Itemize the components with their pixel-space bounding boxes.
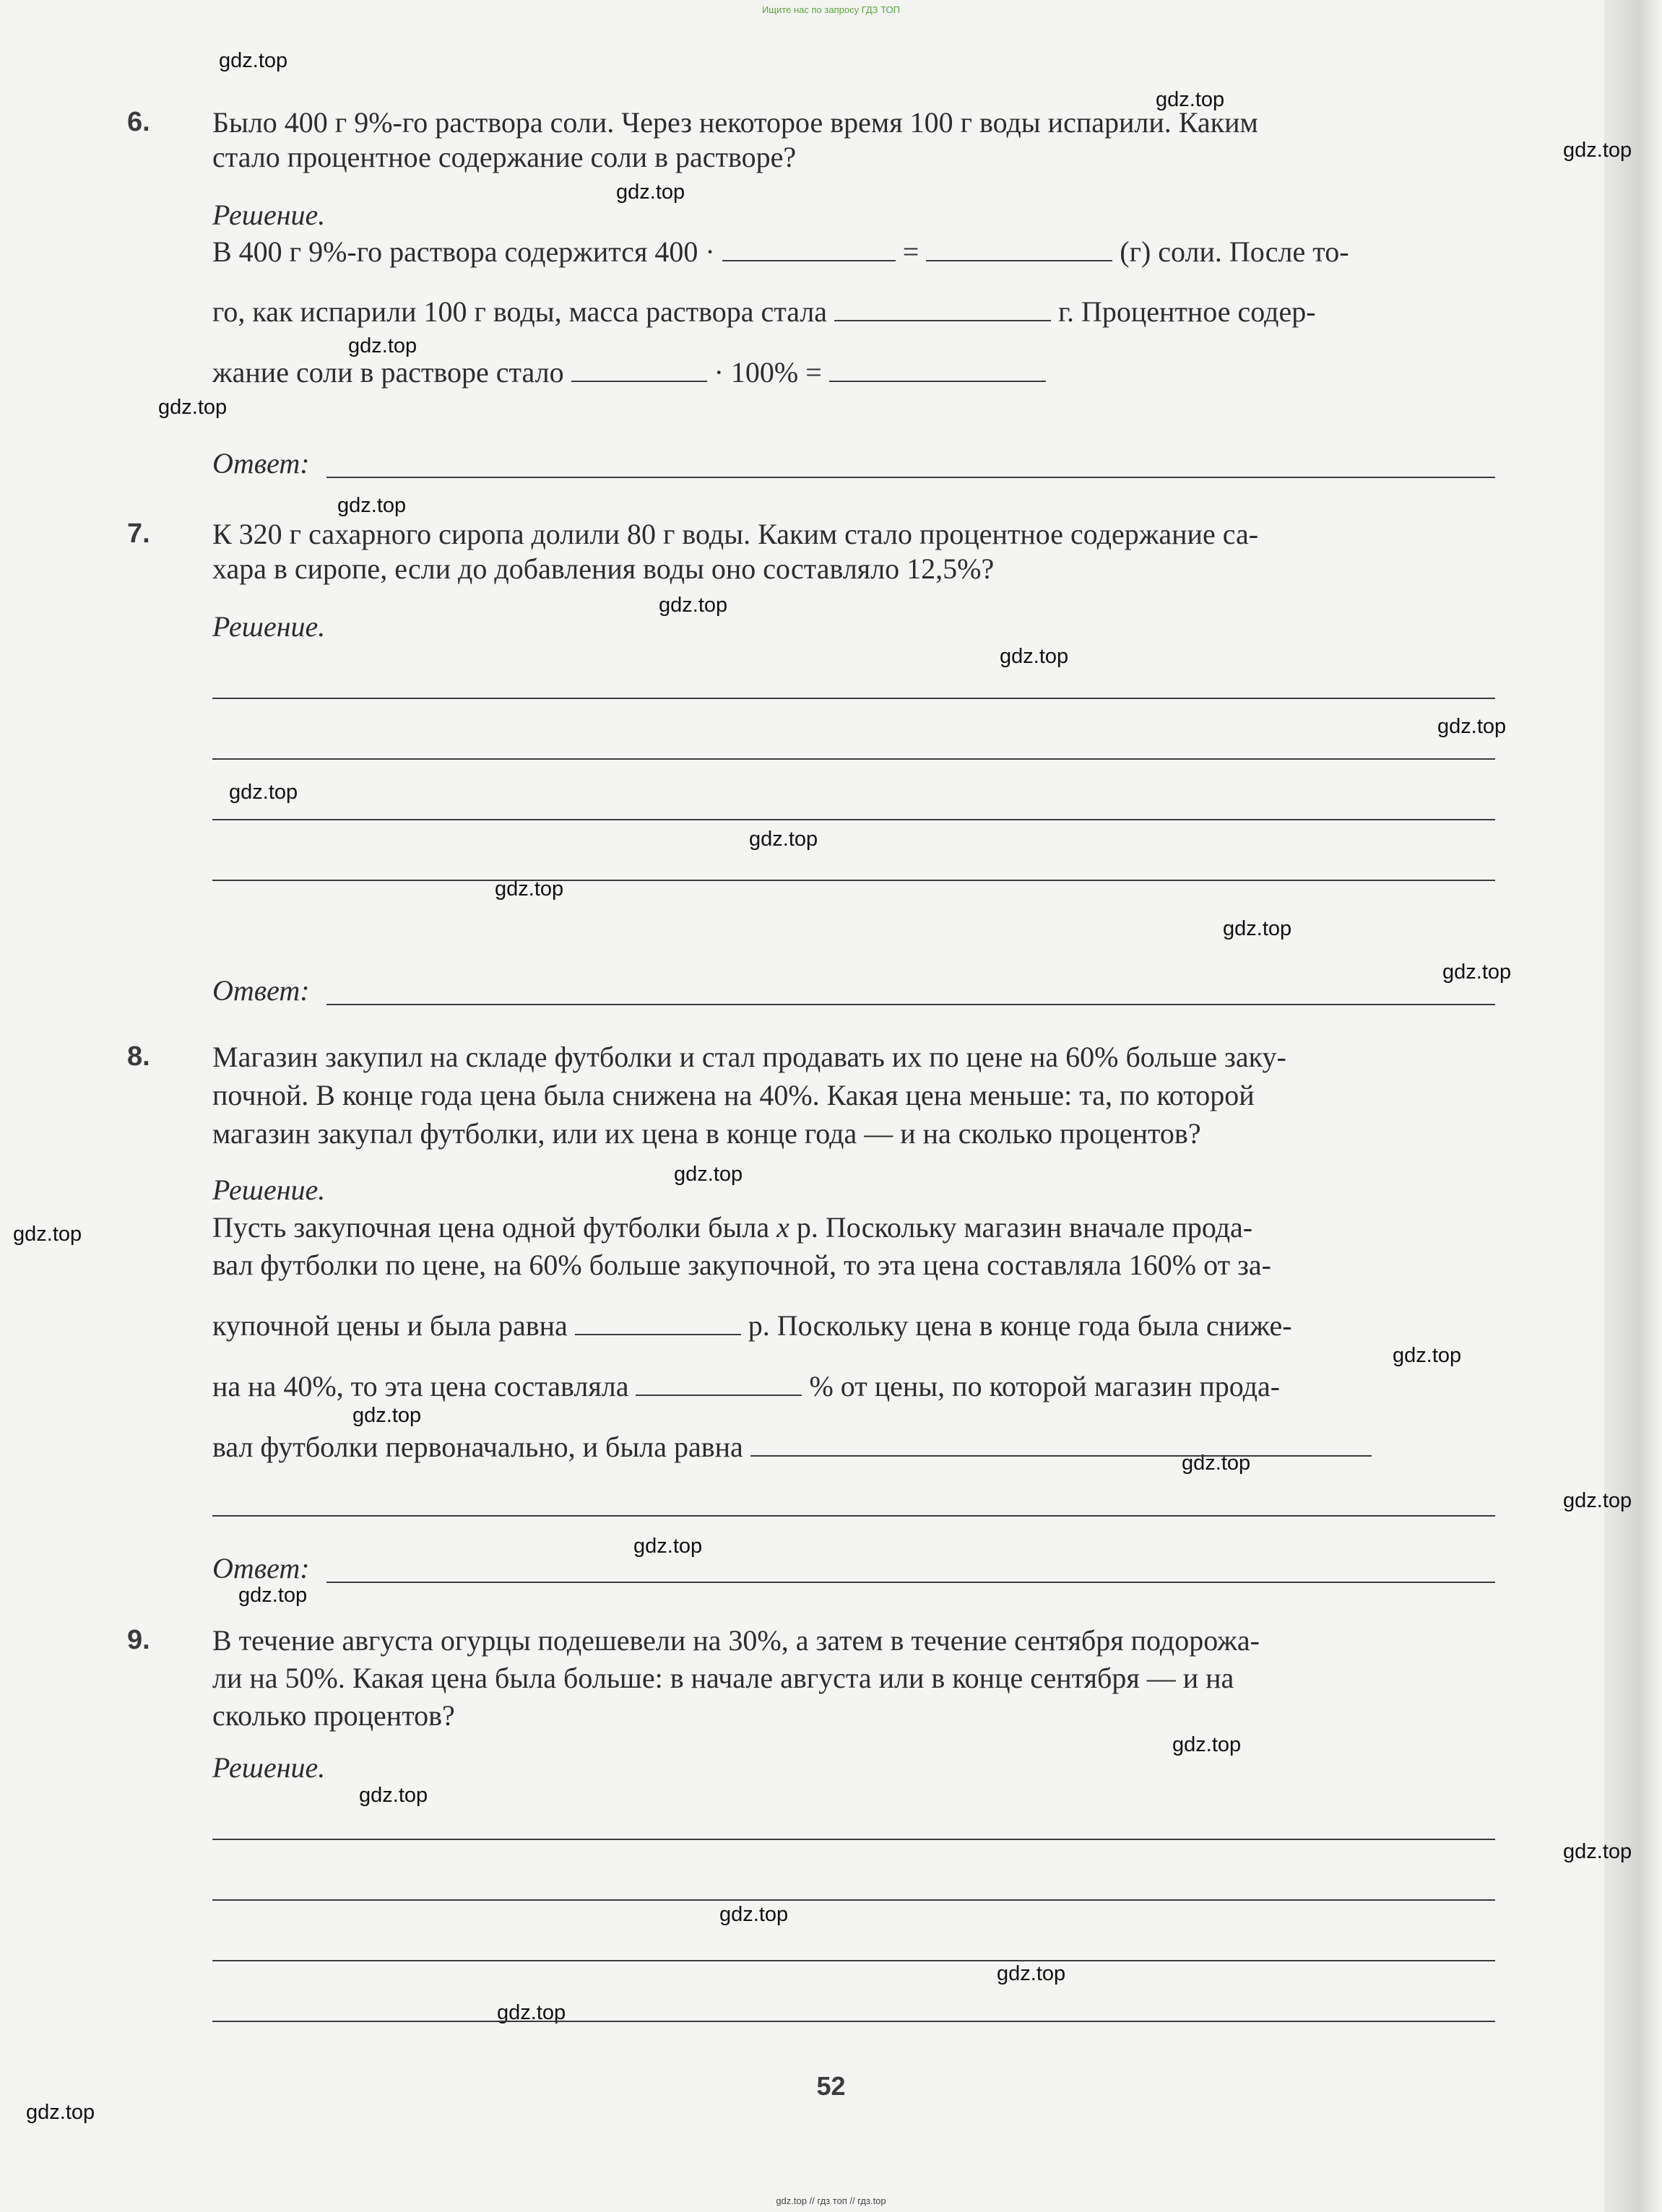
problem-6-number: 6. <box>127 107 150 137</box>
answer-label: Ответ: <box>212 1552 310 1584</box>
fill-blank[interactable] <box>575 1312 741 1335</box>
problem-6-solution-line <box>212 235 1349 269</box>
watermark: gdz.top <box>1563 1840 1632 1863</box>
watermark: gdz.top <box>26 2101 95 2124</box>
solution-text: В 400 г 9%-го раствора содержится 400 · <box>212 235 715 268</box>
watermark: gdz.top <box>1000 645 1069 668</box>
page-binding-shadow <box>1604 0 1662 2212</box>
solution-text: го, как испарили 100 г воды, масса раствора стала <box>212 295 828 328</box>
watermark: gdz.top <box>1442 960 1512 984</box>
watermark: gdz.top <box>674 1163 743 1186</box>
watermark: gdz.top <box>1437 715 1507 738</box>
problem-8-solution-line <box>212 1369 1280 1404</box>
top-note: Ищите нас по запросу ГДЗ ТОП <box>762 4 900 15</box>
watermark: gdz.top <box>229 781 298 804</box>
watermark: gdz.top <box>1172 1733 1242 1756</box>
problem-6-solution-line <box>212 295 1316 329</box>
watermark: gdz.top <box>616 181 685 204</box>
answer-label: Ответ: <box>212 974 310 1007</box>
answer-line[interactable] <box>326 1004 1495 1005</box>
problem-8-solution-line: вал футболки по цене, на 60% больше закупочной, то эта цена составляла 160% от за- <box>212 1249 1271 1281</box>
solution-text: жание соли в растворе стало <box>212 356 564 389</box>
solution-text: % от цены, по которой магазин прода- <box>809 1370 1281 1402</box>
fill-blank[interactable] <box>722 238 896 261</box>
problem-9-text: В течение августа огурцы подешевели на 30%, а затем в течение сентября подорожа- <box>212 1624 1260 1657</box>
watermark: gdz.top <box>348 334 417 357</box>
problem-7-text: хара в сиропе, если до добавления воды оно составляло 12,5%? <box>212 552 995 585</box>
writing-line[interactable] <box>212 1839 1495 1840</box>
solution-text: г. Процентное содер- <box>1058 295 1316 328</box>
writing-line[interactable] <box>212 698 1495 699</box>
problem-8-solution-line <box>212 1430 1495 1465</box>
page-number: 52 <box>816 2071 846 2101</box>
solution-text: р. Поскольку магазин вначале прода- <box>796 1211 1253 1244</box>
writing-line[interactable] <box>212 880 1495 881</box>
problem-8-solution-line <box>212 1210 1252 1245</box>
writing-line[interactable] <box>212 1515 1495 1517</box>
writing-line[interactable] <box>212 1899 1495 1901</box>
solution-text: = <box>902 235 919 268</box>
watermark: gdz.top <box>359 1784 428 1807</box>
watermark: gdz.top <box>219 49 288 72</box>
problem-8-solution-line <box>212 1309 1292 1343</box>
watermark: gdz.top <box>337 494 407 517</box>
solution-text: р. Поскольку цена в конце года была сниже- <box>748 1309 1292 1342</box>
watermark: gdz.top <box>1182 1452 1251 1475</box>
writing-line[interactable] <box>212 758 1495 760</box>
watermark: gdz.top <box>1563 1489 1632 1512</box>
watermark: gdz.top <box>749 828 818 851</box>
fill-blank[interactable] <box>829 359 1046 382</box>
watermark: gdz.top <box>497 2001 566 2024</box>
problem-7-solution-label: Решение. <box>212 610 326 643</box>
problem-9-number: 9. <box>127 1625 150 1655</box>
watermark: gdz.top <box>1563 139 1632 162</box>
problem-6-solution-label: Решение. <box>212 199 326 231</box>
problem-8-solution-label: Решение. <box>212 1174 326 1206</box>
watermark: gdz.top <box>997 1962 1066 1985</box>
solution-text: купочной цены и была равна <box>212 1309 568 1342</box>
fill-blank[interactable] <box>926 238 1112 261</box>
problem-9-solution-label: Решение. <box>212 1751 326 1784</box>
problem-6-solution-line <box>212 355 1046 390</box>
watermark: gdz.top <box>659 594 728 617</box>
solution-text: Пусть закупочная цена одной футболки была <box>212 1211 770 1244</box>
watermark: gdz.top <box>1223 917 1292 940</box>
problem-8-answer <box>212 1551 1495 1586</box>
fill-blank[interactable] <box>750 1434 1372 1457</box>
problem-7-answer <box>212 973 1495 1008</box>
watermark: gdz.top <box>1156 88 1225 111</box>
solution-text: (г) соли. После то- <box>1120 235 1349 268</box>
writing-line[interactable] <box>212 2021 1495 2022</box>
answer-line[interactable] <box>326 1582 1495 1583</box>
problem-8-text: почной. В конце года цена была снижена на 40%. Какая цена меньше: та, по которой <box>212 1079 1255 1111</box>
watermark: gdz.top <box>13 1223 82 1246</box>
fill-blank[interactable] <box>571 359 707 382</box>
watermark: gdz.top <box>633 1535 703 1558</box>
problem-8-text: Магазин закупил на складе футболки и стал продавать их по цене на 60% больше заку- <box>212 1041 1286 1073</box>
answer-label: Ответ: <box>212 447 310 480</box>
solution-text: на на 40%, то эта цена составляла <box>212 1370 629 1402</box>
bottom-note: gdz.top // гдз топ // гдз.top <box>776 2195 886 2206</box>
problem-6-text: Было 400 г 9%-го раствора соли. Через некоторое время 100 г воды испарили. Каким <box>212 106 1258 139</box>
variable-x: x <box>776 1211 789 1244</box>
watermark: gdz.top <box>495 877 564 901</box>
watermark: gdz.top <box>238 1584 308 1607</box>
problem-7-text: К 320 г сахарного сиропа долили 80 г воды. Каким стало процентное содержание са- <box>212 518 1259 550</box>
watermark: gdz.top <box>158 396 228 419</box>
watermark: gdz.top <box>719 1903 789 1926</box>
problem-6-answer <box>212 446 1495 481</box>
watermark: gdz.top <box>1393 1344 1462 1367</box>
problem-6-text: стало процентное содержание соли в растворе? <box>212 141 797 173</box>
watermark: gdz.top <box>352 1404 422 1427</box>
answer-line[interactable] <box>326 477 1495 478</box>
fill-blank[interactable] <box>636 1373 802 1396</box>
writing-line[interactable] <box>212 1960 1495 1961</box>
fill-blank[interactable] <box>834 298 1051 321</box>
problem-9-text: ли на 50%. Какая цена была больше: в начале августа или в конце сентября — и на <box>212 1662 1234 1694</box>
problem-8-number: 8. <box>127 1041 150 1072</box>
problem-7-number: 7. <box>127 519 150 549</box>
problem-9-text: сколько процентов? <box>212 1699 455 1732</box>
problem-8-text: магазин закупал футболки, или их цена в конце года — и на сколько процентов? <box>212 1117 1201 1150</box>
solution-text: · 100% = <box>714 356 822 389</box>
solution-text: вал футболки первоначально, и была равна <box>212 1431 743 1463</box>
writing-line[interactable] <box>212 819 1495 820</box>
